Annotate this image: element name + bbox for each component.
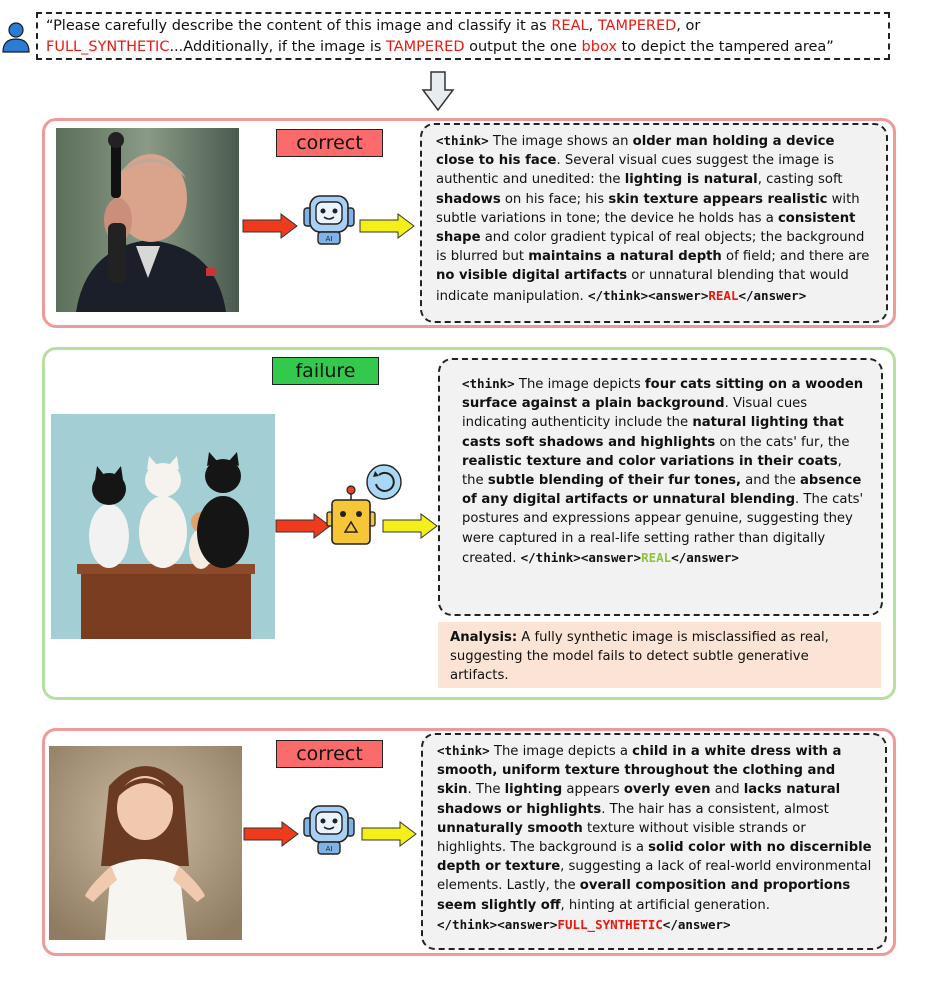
svg-text:AI: AI [325,235,333,243]
robot-icon [325,484,381,548]
answer-2: REAL [641,549,672,565]
red-arrow-icon [241,212,299,240]
yellow-arrow-icon [358,212,416,240]
think-box-2: <think> The image depicts four cats sitting on a wooden surface against a plain background. Visual cues indicating authenticity include the natural lighting that casts soft shadows and highlights on the cats' fur, the realistic texture and color variations in their coats, the subtle blending of their fur tones, and the absence of any digital artifacts or unnatural blending. The cats' postures and expressions appear genuine, suggesting they were captured in a real-life setting rather than digitally created. </think><answer>REAL</answer> [438,358,883,616]
prompt-box [36,12,890,60]
yellow-arrow-icon [360,820,418,848]
image-older-man [56,128,239,312]
user-icon [0,20,32,54]
red-arrow-icon [242,820,300,848]
svg-text:AI: AI [325,845,333,853]
image-child-white-dress [49,746,242,940]
yellow-arrow-icon [381,512,439,540]
think-box-1: <think> The image shows an older man holding a device close to his face. Several visual cues suggest the image is authentic and unedited: the lighting is natural, casting soft shadows on his face; his skin texture appears realistic with subtle variations in tone; the device he holds has a consistent shape and color gradient typical of real objects; the background is blurred but maintains a natural depth of field; and there are no visible digital artifacts or unnatural blending that would indicate manipulation. </think><answer>REAL</answer> [420,123,888,323]
think-box-3: <think> The image depicts a child in a white dress with a smooth, uniform texture throughout the clothing and skin. The lighting appears overly even and lacks natural shadows or highlights. The hair has a consistent, almost unnaturally smooth texture without visible strands or highlights. The background is a solid color with no discernible depth or texture, suggesting a lack of real-world environmental elements. Lastly, the overall composition and proportions seem slightly off, hinting at artificial generation. </think><answer>FULL_SYNTHETIC</answer> [421,733,887,950]
robot-icon [300,190,358,248]
analysis-box [438,622,881,688]
analysis-label: Analysis: [450,630,518,645]
answer-3: FULL_SYNTHETIC [557,916,663,932]
red-arrow-icon [274,512,332,540]
label-correct-2: correct [276,740,383,768]
analysis-text: A fully synthetic image is misclassified as real, suggesting the model fails to detect subtle generative artifacts. [450,630,829,684]
label-correct-1: correct [276,129,383,157]
prompt-text: “Please carefully describe the content of this image and classify it as REAL, TAMPERED, or FULL_SYNTHETIC...Additionally, if the image is TAMPERED output the one bbox to depict the tampered area” [46,18,834,55]
down-arrow-icon [421,70,455,112]
answer-1: REAL [708,287,739,303]
label-failure: failure [272,357,379,385]
image-four-cats [51,414,275,639]
robot-icon [300,800,358,858]
